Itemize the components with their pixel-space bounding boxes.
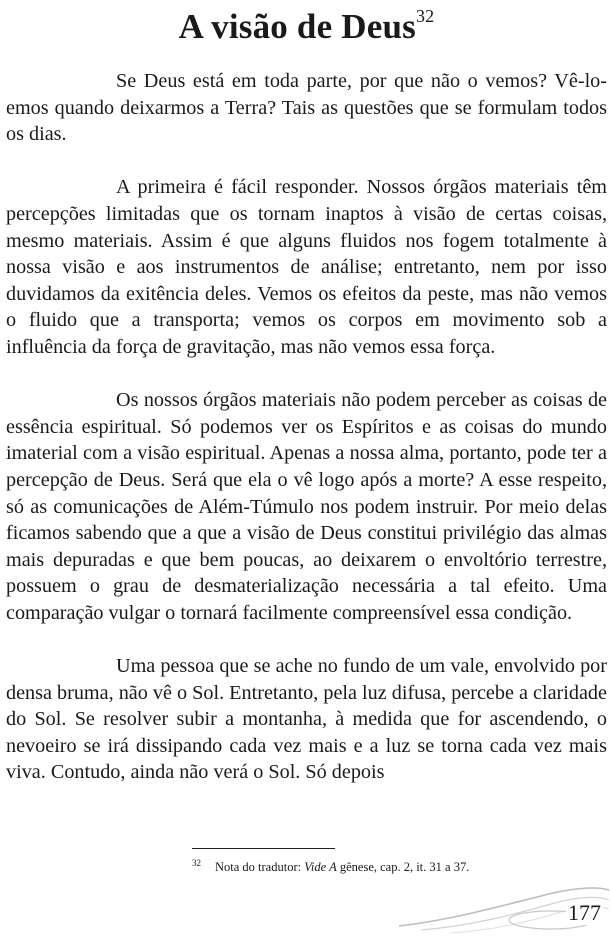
paragraph: Se Deus está em toda parte, por que não o vemos? Vê-lo-emos quando deixarmos a Terra? Tais as questões que se formulam todos os dias. [6,70,607,146]
paragraph: Os nossos órgãos materiais não podem perceber as coisas de essência espiritual. Só podemos ver os Espíritos e as coisas do mundo imaterial com a visão espiritual. Apenas a nossa alma, portanto, pode ter a percepção de Deus. Será que ela o vê logo após a morte? A esse respeito, só as comunicações de Além-Túmulo nos podem instruir. Por meio delas ficamos sabendo que a que a visão de Deus constitui privilégio das almas mais depuradas e que bem poucas, ao deixarem o envoltório terrestre, possuem o grau de desmaterialização necessária a tal efeito. Uma comparação vulgar o tornará facilmente compreensível essa condição. [6,389,607,624]
paragraph: Uma pessoa que se ache no fundo de um vale, envolvido por densa bruma, não vê o Sol. Entretanto, pela luz difusa, percebe a claridade do Sol. Se resolver subir a montanha, à medida que for ascendendo, o nevoeiro se irá dissipando cada vez mais e a luz se torna cada vez mais viva. Contudo, ainda não verá o Sol. Só depois [6,655,607,784]
footnote-number: 32 [192,858,201,868]
chapter-title [6,6,607,48]
page-number: 177 [568,900,601,925]
footnote-work-title: Vide A [304,860,337,874]
paragraph: A primeira é fácil responder. Nossos órgãos materiais têm percepções limitadas que os tornam inaptos à visão de certas coisas, mesmo materiais. Assim é que alguns fluidos nos fogem totalmente à nossa visão e aos instrumentos de análise; entretanto, nem por isso duvidamos da exitência deles. Vemos os efeitos da peste, mas não vemos o fluido que a transporta; vemos os corpos em movimento sob a influência da força de gravitação, mas não vemos essa força. [6,176,607,358]
chapter-title-text: A visão de Deus [178,7,416,46]
footnote-divider [192,848,335,849]
footnote-reference[interactable]: 32 [415,6,435,26]
footnote-citation: gênese, cap. 2, it. 31 a 37. [339,860,470,874]
book-page [6,0,607,936]
footnote [192,855,469,875]
footnote-label: Nota do tradutor: [215,860,302,874]
body-text [6,68,607,786]
